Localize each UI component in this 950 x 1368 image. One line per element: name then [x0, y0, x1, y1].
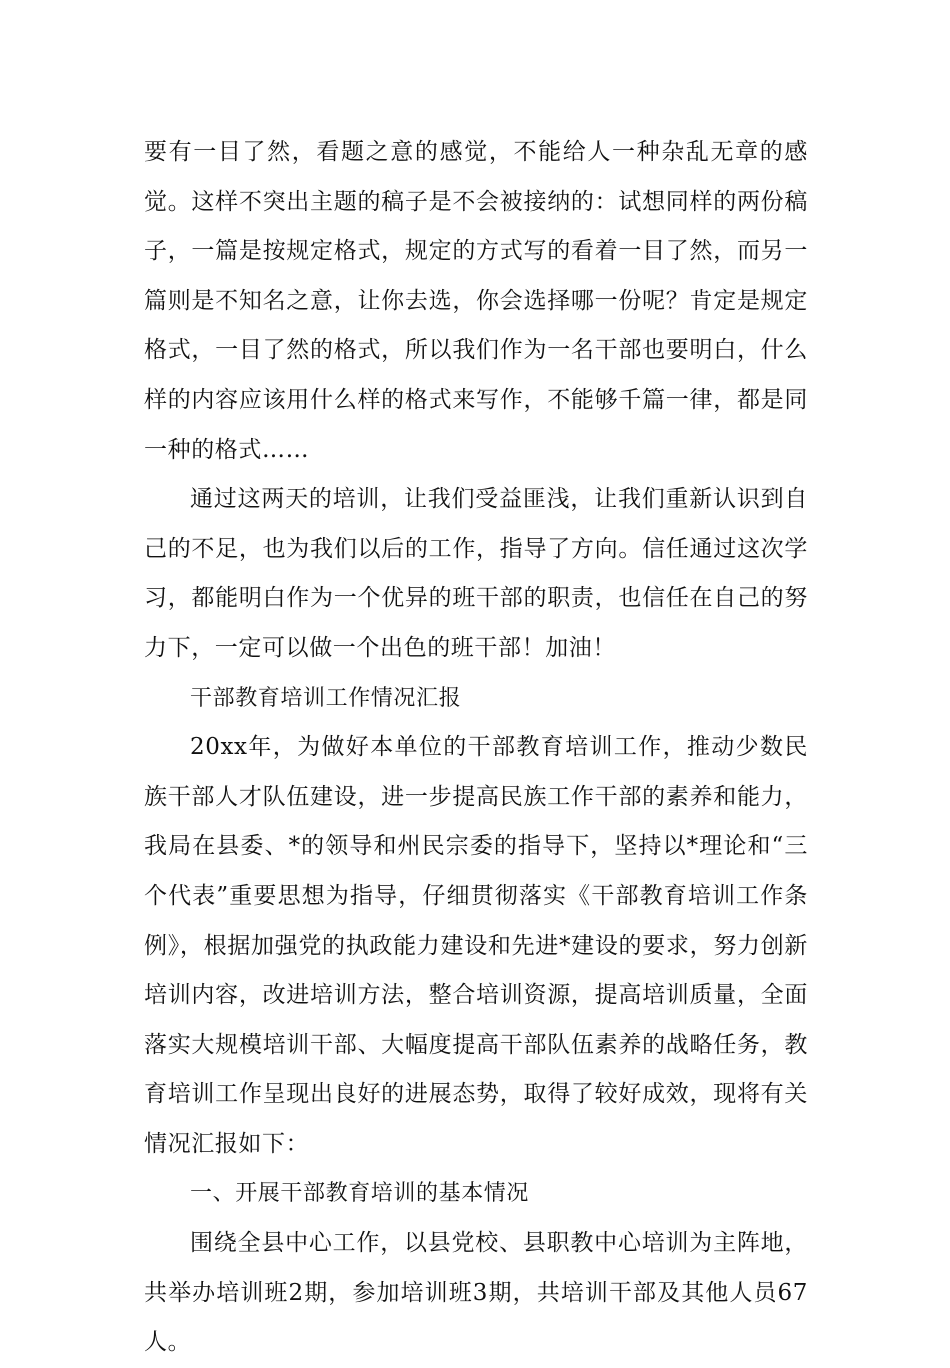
paragraph-training-reflection: 通过这两天的培训，让我们受益匪浅，让我们重新认识到自己的不足，也为我们以后的工作，指导了方向。信任通过这次学习，都能明白作为一个优异的班干部的职责，也信任在自己的努力下，一定可以做一个出色的班干部！加油！	[144, 486, 808, 661]
document-body	[144, 128, 808, 1368]
paragraph-report-intro: 20xx年，为做好本单位的干部教育培训工作，推动少数民族干部人才队伍建设，进一步提高民族工作干部的素养和能力，我局在县委、*的领导和州民宗委的指导下，坚持以*理论和“三个代表”重要思想为指导，仔细贯彻落实《干部教育培训工作条例》，根据加强党的执政能力建设和先进*建设的要求，努力创新培训内容，改进培训方法，整合培训资源，提高培训质量，全面落实大规模培训干部、大幅度提高干部队伍素养的战略任务，教育培训工作呈现出良好的进展态势，取得了较好成效，现将有关情况汇报如下：	[144, 734, 808, 1157]
section-heading-basic-situation: 一、开展干部教育培训的基本情况	[190, 1181, 530, 1207]
paragraph-training-stats: 围绕全县中心工作，以县党校、县职教中心培训为主阵地，共举办培训班2期，参加培训班3期，共培训干部及其他人员67人。	[144, 1230, 808, 1356]
paragraph-format-advice: 要有一目了然，看题之意的感觉，不能给人一种杂乱无章的感觉。这样不突出主题的稿子是不会被接纳的：试想同样的两份稿子，一篇是按规定格式，规定的方式写的看着一目了然，而另一篇则是不知名之意，让你去选，你会选择哪一份呢？肯定是规定格式，一目了然的格式，所以我们作为一名干部也要明白，什么样的内容应该用什么样的格式来写作，不能够千篇一律，都是同一种的格式……	[144, 139, 808, 463]
report-title: 干部教育培训工作情况汇报	[190, 685, 462, 711]
